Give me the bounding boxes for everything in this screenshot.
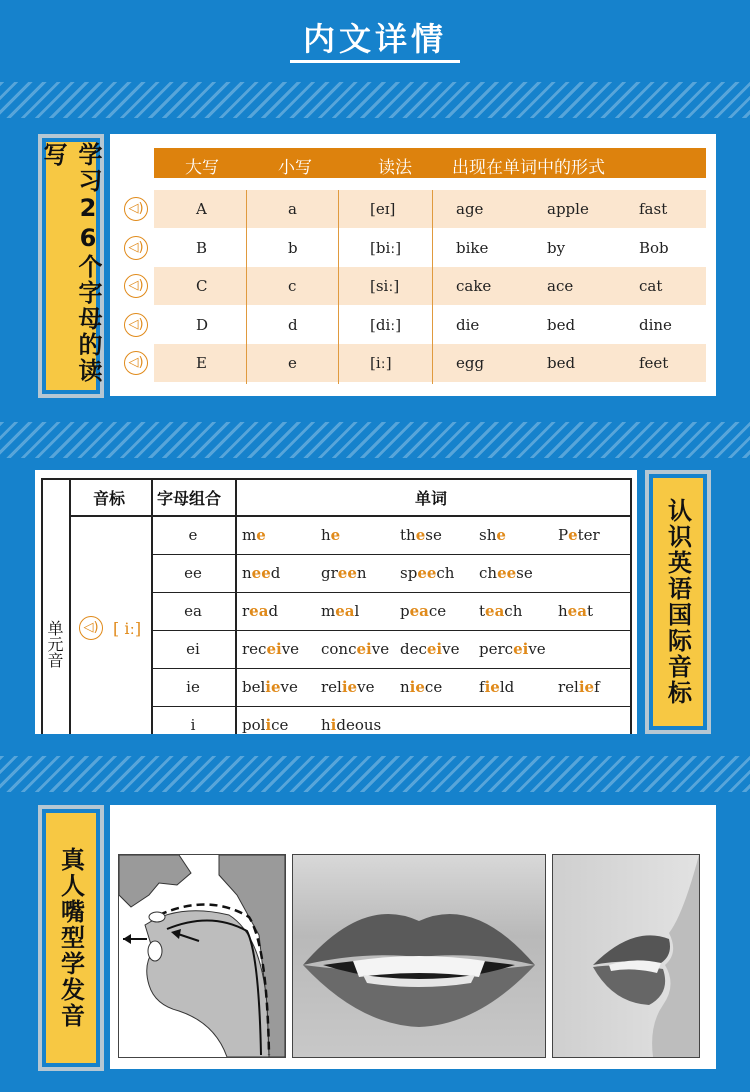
hatch-band <box>0 82 750 118</box>
example-word: Peter <box>558 526 600 544</box>
letter-combo: ee <box>184 564 202 582</box>
col-ipa: 读法 <box>378 158 412 178</box>
grid-line <box>151 592 631 593</box>
speaker-icon[interactable]: ◁) <box>124 313 148 337</box>
lower-letter: a <box>288 200 297 218</box>
example-word: bed <box>547 315 576 334</box>
alphabet-card <box>110 134 716 396</box>
alphabet-row <box>154 267 706 305</box>
example-word: hideous <box>321 716 382 734</box>
section3-label-text: 真人嘴型学发音 <box>56 847 85 1029</box>
example-word: teach <box>479 602 523 620</box>
lower-letter: d <box>288 315 298 334</box>
section1-label <box>39 138 102 394</box>
alphabet-row <box>154 190 706 228</box>
col-upper: 大写 <box>185 158 219 178</box>
example-word: ace <box>547 277 574 296</box>
example-word: dine <box>639 315 672 334</box>
section3-label <box>42 809 100 1067</box>
header-combo: 字母组合 <box>157 489 222 508</box>
example-word: conceive <box>321 640 390 658</box>
alphabet-row <box>154 344 706 382</box>
grid-line <box>151 630 631 631</box>
lower-letter: b <box>288 238 298 257</box>
example-word: perceive <box>479 640 546 658</box>
example-word: relief <box>558 678 600 696</box>
phonetic-card <box>35 470 637 734</box>
upper-letter: E <box>196 354 207 373</box>
upper-letter: D <box>196 315 209 334</box>
example-word: believe <box>242 678 298 696</box>
example-word: cheese <box>479 564 533 582</box>
speaker-icon[interactable]: ◁) <box>124 236 148 260</box>
speaker-icon[interactable]: ◁) <box>124 351 148 375</box>
ipa: [siː] <box>370 277 400 296</box>
example-word: receive <box>242 640 300 658</box>
ipa: [eɪ] <box>370 200 396 218</box>
example-word: green <box>321 564 367 582</box>
example-word: police <box>242 716 289 734</box>
letter-combo: i <box>190 716 196 734</box>
col-lower: 小写 <box>278 158 312 178</box>
upper-letter: B <box>196 238 208 257</box>
lower-letter: c <box>288 277 297 296</box>
example-word: cat <box>639 277 663 296</box>
mouth-shape-card <box>110 805 716 1069</box>
section2-label-text: 认识英语国际音标 <box>663 498 692 706</box>
column-divider <box>432 190 433 384</box>
upper-letter: A <box>196 200 207 218</box>
example-word: peace <box>400 602 447 620</box>
example-word: me <box>242 526 266 544</box>
mouth-diagram <box>118 854 286 1058</box>
col-words: 出现在单词中的形式 <box>452 158 605 178</box>
letter-combo: ie <box>186 678 200 696</box>
example-word: these <box>400 526 442 544</box>
example-word: read <box>242 602 279 620</box>
example-word: egg <box>456 354 485 373</box>
example-word: heat <box>558 602 593 620</box>
example-word: age <box>456 200 484 218</box>
page-title: 内文详情 <box>302 20 447 58</box>
example-word: need <box>242 564 281 582</box>
example-word: relieve <box>321 678 375 696</box>
category-label: 单元音 <box>45 620 64 668</box>
grid-line <box>41 478 43 734</box>
lower-letter: e <box>288 354 297 373</box>
example-word: deceive <box>400 640 460 658</box>
example-word: cake <box>456 277 492 296</box>
example-word: bed <box>547 354 576 373</box>
phonetic-symbol: [ iː] <box>113 619 142 638</box>
column-divider <box>338 190 339 384</box>
upper-letter: C <box>196 277 208 296</box>
grid-line <box>151 554 631 555</box>
example-word: he <box>321 526 341 544</box>
lips-side-photo <box>552 854 700 1058</box>
example-word: fast <box>639 200 668 218</box>
example-word: she <box>479 526 506 544</box>
example-word: die <box>456 315 480 334</box>
letter-combo: e <box>188 526 198 544</box>
hatch-band <box>0 422 750 458</box>
example-word: niece <box>400 678 443 696</box>
section1-label-text: 学习26个字母的读写 <box>39 142 102 384</box>
example-word: by <box>547 238 566 257</box>
ipa: [iː] <box>370 354 392 373</box>
example-word: feet <box>639 354 669 373</box>
ipa: [diː] <box>370 315 402 334</box>
example-word: Bob <box>639 238 669 257</box>
speaker-icon[interactable]: ◁) <box>124 274 148 298</box>
alphabet-row <box>154 229 706 267</box>
column-divider <box>246 190 247 384</box>
title-underline <box>290 60 460 63</box>
example-word: speech <box>400 564 455 582</box>
example-word: field <box>479 678 515 696</box>
section2-label <box>649 474 707 730</box>
grid-line <box>69 515 631 517</box>
hatch-band <box>0 756 750 792</box>
letter-combo: ea <box>184 602 202 620</box>
example-word: apple <box>547 200 589 218</box>
speaker-icon[interactable]: ◁) <box>124 197 148 221</box>
header-phonetic: 音标 <box>93 489 126 508</box>
letter-combo: ei <box>186 640 200 658</box>
alphabet-row <box>154 306 706 344</box>
grid-line <box>41 478 631 480</box>
header-words: 单词 <box>415 489 448 508</box>
grid-line <box>151 668 631 669</box>
ipa: [biː] <box>370 238 402 257</box>
speaker-icon[interactable]: ◁) <box>79 616 103 640</box>
alphabet-table-header <box>154 148 706 178</box>
grid-line <box>151 706 631 707</box>
example-word: bike <box>456 238 489 257</box>
lips-front-photo <box>292 854 546 1058</box>
example-word: meal <box>321 602 360 620</box>
